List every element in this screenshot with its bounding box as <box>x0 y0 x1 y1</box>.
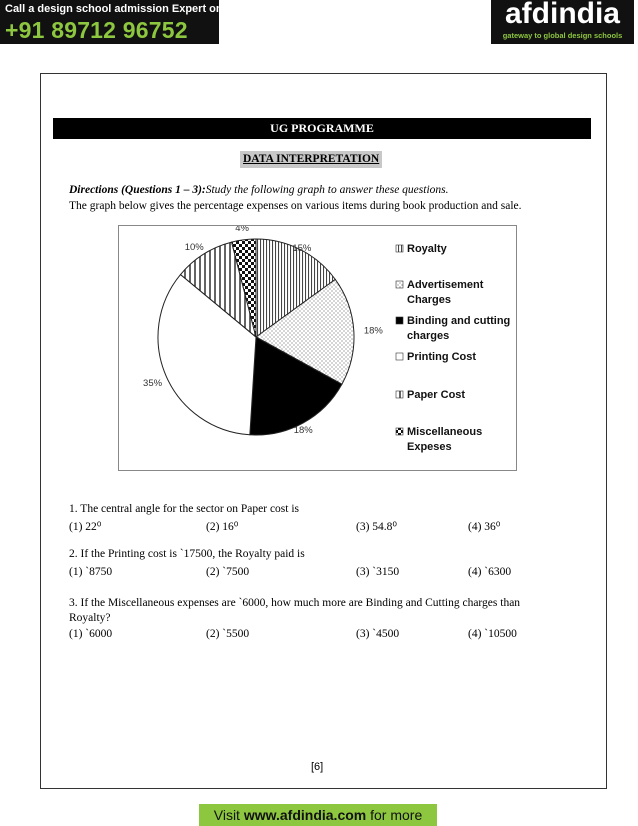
footer-banner[interactable] <box>199 804 437 826</box>
question-2-option-1[interactable]: (1) `8750 <box>69 566 113 578</box>
pie-label-binding: 18% <box>293 424 313 436</box>
legend-swatch-binding <box>396 317 403 324</box>
question-3-continued: Royalty? <box>69 612 111 624</box>
pie-chart <box>118 225 517 471</box>
legend-label-binding: Binding and cutting <box>407 315 511 327</box>
pie-label-advertisement: 18% <box>363 325 383 337</box>
footer-prefix: Visit <box>213 807 244 823</box>
question-3-option-3[interactable]: (3) `4500 <box>356 628 400 640</box>
legend-label-printing: Printing Cost <box>407 351 477 363</box>
call-text: Call a design school admission Expert on <box>5 3 223 15</box>
directions-text: Study the following graph to answer these questions. <box>205 184 449 196</box>
legend-label-advertisement: Charges <box>407 294 452 306</box>
pie-label-misc: 4% <box>235 226 249 235</box>
question-3-option-4[interactable]: (4) `10500 <box>468 628 517 640</box>
question-2-option-4[interactable]: (4) `6300 <box>468 566 512 578</box>
legend-swatch-paper <box>396 391 403 398</box>
legend-label-royalty: Royalty <box>407 243 447 255</box>
brand-tagline: gateway to global design schools <box>502 31 623 40</box>
question-1-option-2[interactable]: (2) 16⁰ <box>206 521 239 533</box>
question-3-option-2[interactable]: (2) `5500 <box>206 628 250 640</box>
intro-text: The graph below gives the percentage expenses on various items during book production and sale. <box>69 200 522 212</box>
phone-number[interactable]: +91 89712 96752 <box>5 17 188 43</box>
brand-logo[interactable] <box>491 0 634 44</box>
question-2: 2. If the Printing cost is `17500, the Royalty paid is <box>69 548 305 560</box>
question-1-option-1[interactable]: (1) 22⁰ <box>69 521 102 533</box>
legend-label-misc: Expeses <box>407 441 452 453</box>
question-2-option-2[interactable]: (2) `7500 <box>206 566 250 578</box>
pie-chart-svg <box>119 226 518 472</box>
pie-label-paper: 10% <box>184 241 204 253</box>
legend-swatch-misc <box>396 428 403 435</box>
legend-label-paper: Paper Cost <box>407 389 466 401</box>
footer-suffix: for more <box>366 807 423 823</box>
question-1-option-4[interactable]: (4) 36⁰ <box>468 521 501 533</box>
brand-name: afdindia <box>504 0 620 30</box>
legend-swatch-printing <box>396 353 403 360</box>
page-number: [6] <box>311 761 324 773</box>
footer-site-link[interactable]: www.afdindia.com <box>243 807 367 823</box>
pie-label-printing: 35% <box>143 377 163 389</box>
question-3-option-1[interactable]: (1) `6000 <box>69 628 113 640</box>
question-1: 1. The central angle for the sector on Paper cost is <box>69 503 300 515</box>
legend-swatch-royalty <box>396 245 403 252</box>
legend-label-misc: Miscellaneous <box>407 426 483 438</box>
directions-lead: Directions (Questions 1 – 3): <box>69 184 206 196</box>
section-title: DATA INTERPRETATION <box>240 151 382 168</box>
question-2-option-3[interactable]: (3) `3150 <box>356 566 400 578</box>
question-1-option-3[interactable]: (3) 54.8⁰ <box>356 521 398 533</box>
pie-label-royalty: 15% <box>292 243 312 255</box>
programme-banner: UG PROGRAMME <box>53 118 591 139</box>
legend-label-advertisement: Advertisement <box>407 279 484 291</box>
legend-swatch-advertisement <box>396 281 403 288</box>
legend-label-binding: charges <box>407 330 450 342</box>
admission-call-banner <box>0 0 223 44</box>
question-3: 3. If the Miscellaneous expenses are `6000, how much more are Binding and Cutting charges than <box>69 597 521 609</box>
directions <box>69 184 449 196</box>
